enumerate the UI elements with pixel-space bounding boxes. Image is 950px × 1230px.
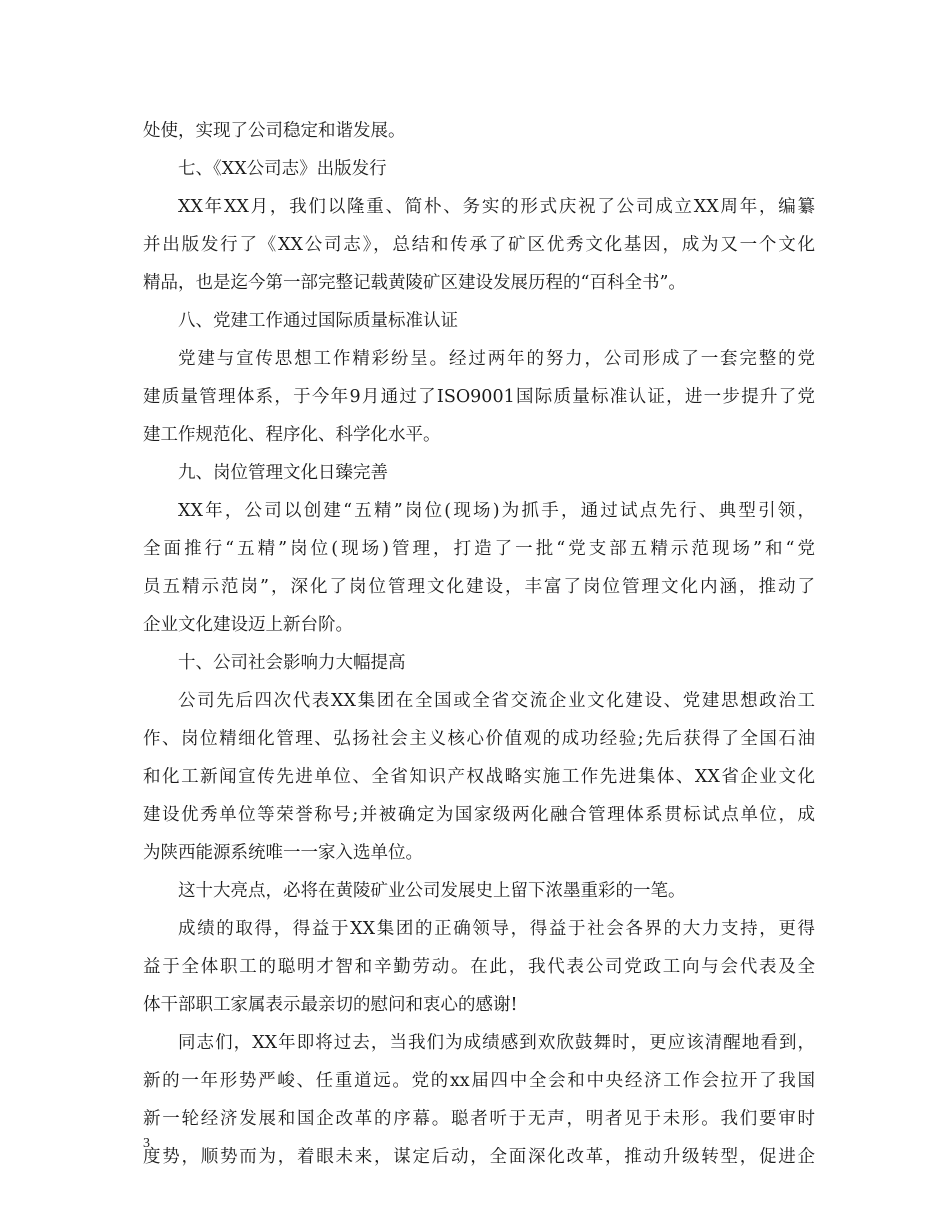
text-line: 精品，也是迄今第一部完整记载黄陵矿区建设发展历程的“百科全书”。 — [143, 273, 686, 293]
text-line: 同志们，XX年即将过去，当我们为成绩感到欢欣鼓舞时，更应该清醒地看到， — [178, 1033, 815, 1053]
text-line: 体干部职工家属表示最亲切的慰问和衷心的感谢! — [143, 995, 518, 1015]
text-line: 新一轮经济发展和国企改革的序幕。聪者听于无声，明者见于未形。我们要审时 — [143, 1109, 815, 1129]
text-line: 员五精示范岗”，深化了岗位管理文化建设，丰富了岗位管理文化内涵，推动了 — [143, 577, 815, 597]
text-line: 公司先后四次代表XX集团在全国或全省交流企业文化建设、党建思想政治工 — [178, 691, 815, 711]
page-number: 3 — [143, 1136, 150, 1151]
text-line: XX年，公司以创建“五精”岗位(现场)为抓手，通过试点先行、典型引领， — [178, 501, 815, 521]
text-line: 为陕西能源系统唯一一家入选单位。 — [143, 843, 423, 863]
text-line: 成绩的取得，得益于XX集团的正确领导，得益于社会各界的大力支持，更得 — [178, 919, 815, 939]
text-line: 新的一年形势严峻、任重道远。党的xx届四中全会和中央经济工作会拉开了我国 — [143, 1071, 815, 1091]
text-line: 全面推行“五精”岗位(现场)管理，打造了一批“党支部五精示范现场”和“党 — [143, 539, 815, 559]
text-line: 这十大亮点，必将在黄陵矿业公司发展史上留下浓墨重彩的一笔。 — [178, 881, 686, 901]
text-line: 党建与宣传思想工作精彩纷呈。经过两年的努力，公司形成了一套完整的党 — [178, 349, 815, 369]
text-line: 并出版发行了《XX公司志》，总结和传承了矿区优秀文化基因，成为又一个文化 — [143, 235, 815, 255]
text-line: 八、党建工作通过国际质量标准认证 — [178, 311, 458, 331]
text-line: XX年XX月，我们以隆重、简朴、务实的形式庆祝了公司成立XX周年，编纂 — [178, 197, 815, 217]
text-line: 度势，顺势而为，着眼未来，谋定后动，全面深化改革，推动升级转型，促进企 — [143, 1147, 815, 1167]
text-line: 和化工新闻宣传先进单位、全省知识产权战略实施工作先进集体、XX省企业文化 — [143, 767, 815, 787]
text-line: 九、岗位管理文化日臻完善 — [178, 463, 388, 483]
document-body — [143, 112, 815, 1176]
text-line: 企业文化建设迈上新台阶。 — [143, 615, 353, 635]
text-line: 益于全体职工的聪明才智和辛勤劳动。在此，我代表公司党政工向与会代表及全 — [143, 957, 815, 977]
text-line: 处使，实现了公司稳定和谐发展。 — [143, 121, 406, 141]
text-line: 十、公司社会影响力大幅提高 — [178, 653, 406, 673]
text-line: 建工作规范化、程序化、科学化水平。 — [143, 425, 441, 445]
text-line: 作、岗位精细化管理、弘扬社会主义核心价值观的成功经验;先后获得了全国石油 — [143, 729, 815, 749]
text-line: 建质量管理体系，于今年9月通过了ISO9001国际质量标准认证，进一步提升了党 — [143, 387, 815, 407]
text-line: 七、《XX公司志》出版发行 — [178, 159, 387, 179]
text-line: 建设优秀单位等荣誉称号;并被确定为国家级两化融合管理体系贯标试点单位，成 — [143, 805, 815, 825]
